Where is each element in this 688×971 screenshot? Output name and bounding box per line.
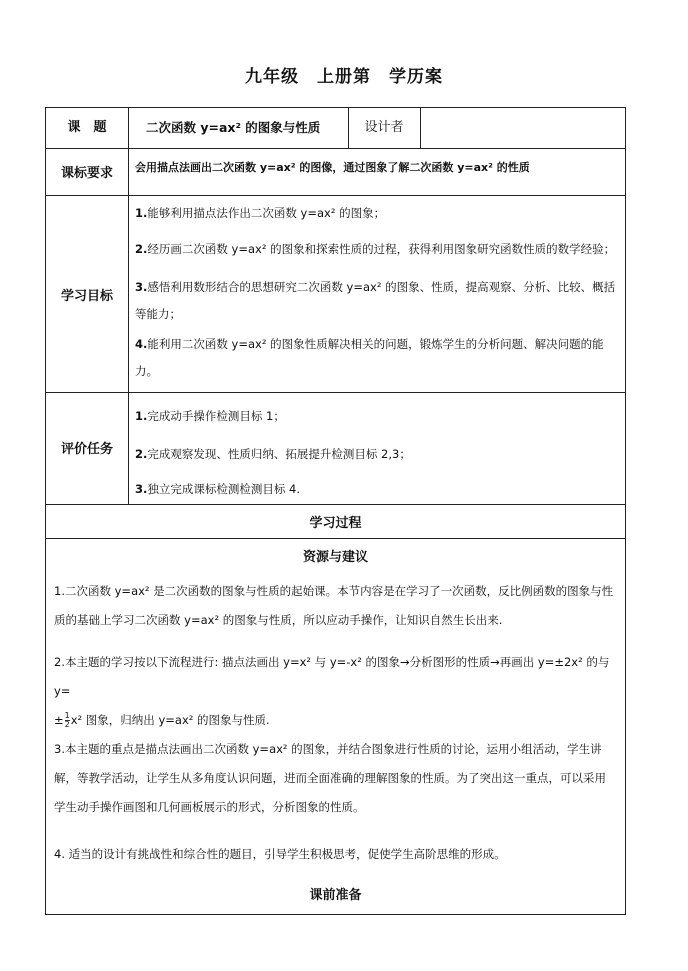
assessment-num: 2. xyxy=(135,447,148,461)
topic-label: 课 题 xyxy=(67,120,107,135)
fraction xyxy=(65,712,70,729)
row-divider xyxy=(46,538,625,539)
goal-num: 3. xyxy=(135,280,148,294)
goal-item xyxy=(135,200,619,227)
resource-paragraph: 3.本主题的重点是描点法画出二次函数 y=ax² 的图象，并结合图象进行性质的讨论，运用小组活动，学生讲解，等教学活动，让学生从多角度认识问题，进而全面准确的理解图象的性质。为了突出这一重点，可以采用学生动手操作画图和几何画板展示的形式，分析图象的性质。 xyxy=(54,742,606,814)
goal-num: 2. xyxy=(135,242,148,256)
assessment-num: 3. xyxy=(135,482,148,496)
standard-text: 会用描点法画出二次函数 y=ax² 的图像，通过图象了解二次函数 y=ax² 的性质 xyxy=(135,161,530,174)
col-divider xyxy=(420,108,421,148)
col-divider xyxy=(128,108,129,504)
goal-text: 感悟利用数形结合的思想研究二次函数 y=ax² 的图象、性质，提高观察、分析、比较、概括等能力； xyxy=(135,280,616,321)
goal-text: 能利用二次函数 y=ax² 的图象性质解决相关的问题，锻炼学生的分析问题、解决问题的能力。 xyxy=(135,337,604,378)
topic-value: 二次函数 y=ax² 的图象与性质 xyxy=(146,120,321,135)
resources-title: 资源与建议 xyxy=(302,550,368,565)
assessment-text: 完成动手操作检测目标 1； xyxy=(147,409,285,423)
lesson-plan-table xyxy=(45,107,626,915)
assessment-item xyxy=(135,441,619,468)
fraction-numerator: 1 xyxy=(64,711,70,720)
resource-paragraph: 1.二次函数 y=ax² 是二次函数的图象与性质的起始课。本节内容是在学习了一次函数，反比例函数的图象与性质的基础上学习二次函数 y=ax² 的图象与性质，所以应动手操作，让知识自然生长出来. xyxy=(54,584,614,627)
goal-text: 经历画二次函数 y=ax² 的图象和探索性质的过程，获得利用图象研究函数性质的数学经验； xyxy=(147,242,616,256)
goal-item xyxy=(135,331,619,385)
goals-label: 学习目标 xyxy=(60,289,113,304)
page-title: 九年级 上册第 学历案 xyxy=(245,67,443,87)
goal-item xyxy=(135,236,619,263)
assessment-text: 完成观察发现、性质归纳、拓展提升检测目标 2,3； xyxy=(147,447,411,461)
assessment-item xyxy=(135,476,619,503)
standard-label: 课标要求 xyxy=(60,166,113,181)
goal-text: 能够利用描点法作出二次函数 y=ax² 的图象； xyxy=(147,206,386,220)
assessment-item xyxy=(135,403,619,430)
assessment-label: 评价任务 xyxy=(60,442,113,457)
row-divider xyxy=(46,148,625,149)
resource-paragraph: 4. 适当的设计有挑战性和综合性的题目，引导学生积极思考，促使学生高阶思维的形成。 xyxy=(54,847,506,861)
plus-minus-sign: ± xyxy=(54,713,64,727)
row-divider xyxy=(46,504,625,505)
goal-num: 4. xyxy=(135,337,148,351)
row-divider xyxy=(46,392,625,393)
fraction-denominator: 2 xyxy=(64,720,70,729)
goal-item xyxy=(135,274,619,328)
designer-label: 设计者 xyxy=(364,120,404,135)
assessment-text: 独立完成课标检测检测目标 4. xyxy=(147,482,301,496)
resource-text: 2.本主题的学习按以下流程进行: 描点法画出 y=x² 与 y=-x² 的图象→分析图形的性质→再画出 y=±2x² 的与 y= xyxy=(54,655,610,698)
resource-paragraph xyxy=(54,648,617,735)
prep-title: 课前准备 xyxy=(309,888,362,903)
goal-num: 1. xyxy=(135,206,148,220)
process-title: 学习过程 xyxy=(309,516,362,531)
resource-text: x² 图象，归纳出 y=ax² 的图象与性质. xyxy=(70,713,270,727)
row-divider xyxy=(46,195,625,196)
assessment-num: 1. xyxy=(135,409,148,423)
